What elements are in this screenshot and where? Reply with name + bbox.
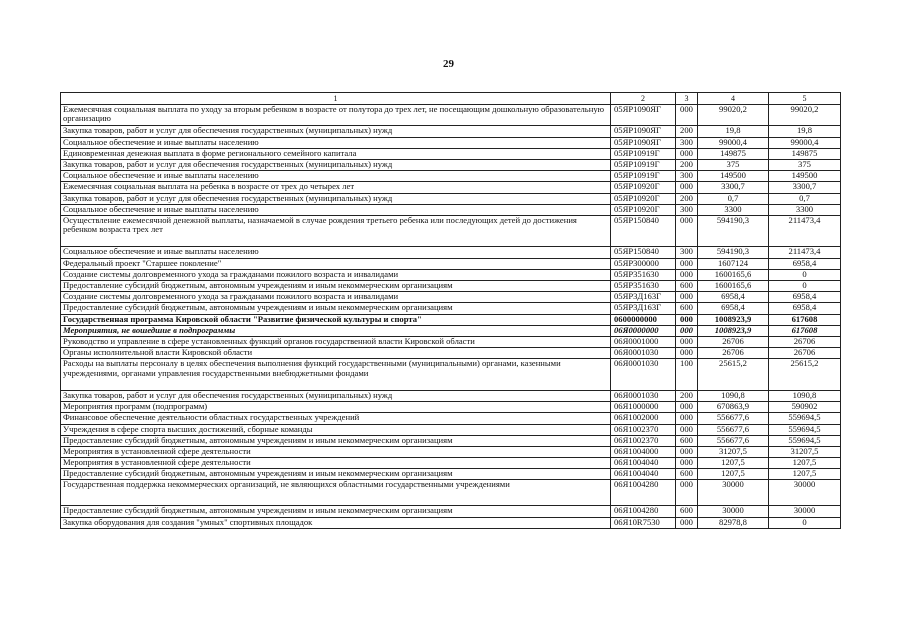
row-expense-type-cell: 000 [676, 336, 698, 347]
row-expense-type-cell: 300 [676, 171, 698, 182]
row-name-cell: Предоставление субсидий бюджетным, автономным учреждениям и иным некоммерческим организациям [61, 506, 611, 517]
table-row [61, 424, 841, 435]
row-amount-col4-cell: 1207,5 [698, 458, 769, 469]
row-name-cell: Мероприятия программ (подпрограмм) [61, 402, 611, 413]
row-name-cell: Ежемесячная социальная выплата на ребенка в возрасте от трех до четырех лет [61, 182, 611, 193]
row-code-cell: 05ЯР300000 [611, 258, 676, 269]
row-name-cell: Осуществление ежемесячной денежной выплаты, назначаемой в случае рождения третьего ребенка или последующих детей до достижения ребенком возраста трех лет [61, 215, 611, 247]
row-amount-col5-cell: 30000 [769, 480, 841, 506]
row-amount-col5-cell: 26706 [769, 348, 841, 359]
row-name-cell: Закупка товаров, работ и услуг для обеспечения государственных (муниципальных) нужд [61, 390, 611, 401]
row-expense-type-cell: 600 [676, 506, 698, 517]
table-row [61, 480, 841, 506]
row-amount-col4-cell: 82978,8 [698, 517, 769, 528]
row-amount-col5-cell: 617608 [769, 314, 841, 325]
row-code-cell: 06Я0001030 [611, 359, 676, 391]
row-amount-col4-cell: 594190,3 [698, 215, 769, 247]
row-code-cell: 05ЯР3Д163Г [611, 303, 676, 314]
table-row [61, 390, 841, 401]
row-expense-type-cell: 000 [676, 148, 698, 159]
row-name-cell: Социальное обеспечение и иные выплаты населению [61, 247, 611, 258]
row-amount-col4-cell: 149500 [698, 171, 769, 182]
table-row [61, 193, 841, 204]
row-name-cell: Учреждения в сфере спорта высших достижений, сборные команды [61, 424, 611, 435]
row-amount-col4-cell: 1090,8 [698, 390, 769, 401]
table-row [61, 182, 841, 193]
row-expense-type-cell: 000 [676, 348, 698, 359]
row-amount-col5-cell: 6958,4 [769, 292, 841, 303]
header-col-4: 4 [698, 93, 769, 105]
row-amount-col4-cell: 670863,9 [698, 402, 769, 413]
row-name-cell: Единовременная денежная выплата в форме регионального семейного капитала [61, 148, 611, 159]
row-amount-col4-cell: 30000 [698, 480, 769, 506]
row-expense-type-cell: 600 [676, 469, 698, 480]
row-amount-col5-cell: 1207,5 [769, 469, 841, 480]
row-amount-col4-cell: 6958,4 [698, 303, 769, 314]
table-row [61, 148, 841, 159]
row-amount-col5-cell: 0 [769, 269, 841, 280]
table-row [61, 159, 841, 170]
row-code-cell: 06Я1004040 [611, 469, 676, 480]
table-row [61, 413, 841, 424]
row-expense-type-cell: 000 [676, 292, 698, 303]
row-expense-type-cell: 200 [676, 390, 698, 401]
row-amount-col5-cell: 3300 [769, 204, 841, 215]
row-amount-col4-cell: 1008923,9 [698, 314, 769, 325]
row-name-cell: Закупка товаров, работ и услуг для обеспечения государственных (муниципальных) нужд [61, 126, 611, 137]
row-name-cell: Закупка товаров, работ и услуг для обеспечения государственных (муниципальных) нужд [61, 159, 611, 170]
header-col-1: 1 [61, 93, 611, 105]
row-code-cell: 05ЯР1090ЯГ [611, 105, 676, 126]
row-name-cell: Мероприятия в установленной сфере деятельности [61, 446, 611, 457]
row-expense-type-cell: 000 [676, 458, 698, 469]
row-amount-col5-cell: 0 [769, 281, 841, 292]
row-expense-type-cell: 000 [676, 182, 698, 193]
row-amount-col4-cell: 19,8 [698, 126, 769, 137]
row-code-cell: 05ЯР10920Г [611, 182, 676, 193]
row-amount-col4-cell: 1207,5 [698, 469, 769, 480]
row-name-cell: Закупка товаров, работ и услуг для обеспечения государственных (муниципальных) нужд [61, 193, 611, 204]
row-amount-col5-cell: 99000,4 [769, 137, 841, 148]
row-code-cell: 05ЯР10919Г [611, 171, 676, 182]
row-name-cell: Предоставление субсидий бюджетным, автономным учреждениям и иным некоммерческим организациям [61, 469, 611, 480]
row-name-cell: Мероприятия в установленной сфере деятельности [61, 458, 611, 469]
row-code-cell: 06Я1002370 [611, 435, 676, 446]
row-code-cell: 05ЯР10920Г [611, 193, 676, 204]
row-code-cell: 05ЯР10919Г [611, 148, 676, 159]
table-row [61, 269, 841, 280]
row-code-cell: 05ЯР10920Г [611, 204, 676, 215]
table-row [61, 314, 841, 325]
row-amount-col4-cell: 556677,6 [698, 435, 769, 446]
header-col-5: 5 [769, 93, 841, 105]
row-amount-col4-cell: 99020,2 [698, 105, 769, 126]
row-code-cell: 06Я0001000 [611, 336, 676, 347]
row-name-cell: Руководство и управление в сфере установленных функций органов государственной власти Кировской области [61, 336, 611, 347]
row-amount-col4-cell: 149875 [698, 148, 769, 159]
row-amount-col4-cell: 25615,2 [698, 359, 769, 391]
row-expense-type-cell: 000 [676, 269, 698, 280]
row-expense-type-cell: 200 [676, 193, 698, 204]
row-name-cell: Мероприятия, не вошедшие в подпрограммы [61, 325, 611, 336]
row-amount-col5-cell: 6958,4 [769, 303, 841, 314]
table-row [61, 402, 841, 413]
row-amount-col5-cell: 375 [769, 159, 841, 170]
row-name-cell: Предоставление субсидий бюджетным, автономным учреждениям и иным некоммерческим организациям [61, 281, 611, 292]
row-expense-type-cell: 000 [676, 314, 698, 325]
row-code-cell: 05ЯР1090ЯГ [611, 126, 676, 137]
row-expense-type-cell: 300 [676, 137, 698, 148]
row-name-cell: Предоставление субсидий бюджетным, автономным учреждениям и иным некоммерческим организациям [61, 303, 611, 314]
row-amount-col5-cell: 0 [769, 517, 841, 528]
table-header-row [61, 93, 841, 105]
table-row [61, 105, 841, 126]
row-amount-col5-cell: 3300,7 [769, 182, 841, 193]
row-amount-col4-cell: 1600165,6 [698, 269, 769, 280]
row-amount-col4-cell: 26706 [698, 348, 769, 359]
row-expense-type-cell: 000 [676, 325, 698, 336]
row-expense-type-cell: 600 [676, 435, 698, 446]
header-col-2: 2 [611, 93, 676, 105]
table-row [61, 215, 841, 247]
row-expense-type-cell: 000 [676, 424, 698, 435]
row-name-cell: Расходы на выплаты персоналу в целях обеспечения выполнения функций государственными (муниципальными) органами, казенными учреждениями, органами управления государственными внебюджетными фондами [61, 359, 611, 391]
row-expense-type-cell: 300 [676, 247, 698, 258]
row-amount-col5-cell: 559694,5 [769, 424, 841, 435]
row-amount-col4-cell: 6958,4 [698, 292, 769, 303]
table-row [61, 517, 841, 528]
row-code-cell: 06Я1002370 [611, 424, 676, 435]
row-name-cell: Создание системы долговременного ухода за гражданами пожилого возраста и инвалидами [61, 269, 611, 280]
row-expense-type-cell: 300 [676, 204, 698, 215]
row-code-cell: 05ЯР1090ЯГ [611, 137, 676, 148]
row-code-cell: 06Я0000000 [611, 325, 676, 336]
table-row [61, 204, 841, 215]
row-amount-col5-cell: 30000 [769, 506, 841, 517]
table-row [61, 325, 841, 336]
header-col-3: 3 [676, 93, 698, 105]
row-amount-col4-cell: 1600165,6 [698, 281, 769, 292]
row-name-cell: Государственная программа Кировской области "Развитие физической культуры и спорта" [61, 314, 611, 325]
row-amount-col4-cell: 99000,4 [698, 137, 769, 148]
row-expense-type-cell: 200 [676, 159, 698, 170]
row-amount-col4-cell: 30000 [698, 506, 769, 517]
row-amount-col5-cell: 617608 [769, 325, 841, 336]
row-name-cell: Социальное обеспечение и иные выплаты населению [61, 171, 611, 182]
row-amount-col4-cell: 1008923,9 [698, 325, 769, 336]
row-code-cell: 06Я1004000 [611, 446, 676, 457]
row-expense-type-cell: 100 [676, 359, 698, 391]
row-amount-col5-cell: 211473,4 [769, 247, 841, 258]
row-name-cell: Государственная поддержка некоммерческих организаций, не являющихся областными государственными учреждениями [61, 480, 611, 506]
table-row [61, 281, 841, 292]
row-name-cell: Органы исполнительной власти Кировской области [61, 348, 611, 359]
row-expense-type-cell: 000 [676, 446, 698, 457]
row-name-cell: Социальное обеспечение и иные выплаты населению [61, 204, 611, 215]
table-row [61, 506, 841, 517]
row-amount-col4-cell: 0,7 [698, 193, 769, 204]
row-code-cell: 06Я1004280 [611, 506, 676, 517]
row-amount-col5-cell: 149500 [769, 171, 841, 182]
row-amount-col4-cell: 375 [698, 159, 769, 170]
table-row [61, 359, 841, 391]
row-code-cell: 06Я10R7530 [611, 517, 676, 528]
table-row [61, 336, 841, 347]
row-code-cell: 06Я1004040 [611, 458, 676, 469]
row-amount-col5-cell: 149875 [769, 148, 841, 159]
table-row [61, 348, 841, 359]
row-name-cell: Федеральный проект "Старшее поколение" [61, 258, 611, 269]
row-amount-col5-cell: 19,8 [769, 126, 841, 137]
row-expense-type-cell: 600 [676, 303, 698, 314]
table-row [61, 137, 841, 148]
row-amount-col4-cell: 556677,6 [698, 424, 769, 435]
row-code-cell: 06Я1000000 [611, 402, 676, 413]
row-name-cell: Ежемесячная социальная выплата по уходу за вторым ребенком в возрасте от полутора до трех лет, не посещающим дошкольную образовательную организацию [61, 105, 611, 126]
row-expense-type-cell: 000 [676, 517, 698, 528]
table-row [61, 258, 841, 269]
row-expense-type-cell: 000 [676, 480, 698, 506]
table-row [61, 292, 841, 303]
row-code-cell: 05ЯР3Д163Г [611, 292, 676, 303]
row-name-cell: Финансовое обеспечение деятельности областных государственных учреждений [61, 413, 611, 424]
row-code-cell: 05ЯР150840 [611, 215, 676, 247]
row-amount-col5-cell: 26706 [769, 336, 841, 347]
table-row [61, 446, 841, 457]
row-name-cell: Создание системы долговременного ухода за гражданами пожилого возраста и инвалидами [61, 292, 611, 303]
table-row [61, 303, 841, 314]
row-amount-col4-cell: 3300,7 [698, 182, 769, 193]
row-expense-type-cell: 600 [676, 281, 698, 292]
row-amount-col5-cell: 590902 [769, 402, 841, 413]
row-amount-col5-cell: 1090,8 [769, 390, 841, 401]
row-amount-col4-cell: 556677,6 [698, 413, 769, 424]
row-amount-col4-cell: 31207,5 [698, 446, 769, 457]
table-row [61, 458, 841, 469]
row-expense-type-cell: 000 [676, 258, 698, 269]
row-amount-col5-cell: 99020,2 [769, 105, 841, 126]
table-row [61, 435, 841, 446]
row-amount-col4-cell: 594190,3 [698, 247, 769, 258]
row-code-cell: 05ЯР351630 [611, 281, 676, 292]
row-expense-type-cell: 000 [676, 402, 698, 413]
row-amount-col5-cell: 0,7 [769, 193, 841, 204]
row-expense-type-cell: 000 [676, 413, 698, 424]
row-code-cell: 05ЯР10919Г [611, 159, 676, 170]
row-code-cell: 06Я0001030 [611, 390, 676, 401]
row-amount-col4-cell: 3300 [698, 204, 769, 215]
row-amount-col5-cell: 1207,5 [769, 458, 841, 469]
page-number: 29 [443, 58, 454, 70]
row-expense-type-cell: 200 [676, 126, 698, 137]
row-code-cell: 05ЯР150840 [611, 247, 676, 258]
row-amount-col4-cell: 26706 [698, 336, 769, 347]
row-name-cell: Предоставление субсидий бюджетным, автономным учреждениям и иным некоммерческим организациям [61, 435, 611, 446]
row-name-cell: Закупка оборудования для создания "умных" спортивных площадок [61, 517, 611, 528]
row-expense-type-cell: 000 [676, 215, 698, 247]
table-row [61, 126, 841, 137]
row-name-cell: Социальное обеспечение и иные выплаты населению [61, 137, 611, 148]
row-code-cell: 06Я1004280 [611, 480, 676, 506]
row-code-cell: 06Я1002000 [611, 413, 676, 424]
row-amount-col5-cell: 31207,5 [769, 446, 841, 457]
row-expense-type-cell: 000 [676, 105, 698, 126]
row-code-cell: 06Я0001030 [611, 348, 676, 359]
table-row [61, 171, 841, 182]
row-code-cell: 0600000000 [611, 314, 676, 325]
row-amount-col5-cell: 25615,2 [769, 359, 841, 391]
budget-table [60, 92, 841, 529]
row-code-cell: 05ЯР351630 [611, 269, 676, 280]
table-row [61, 247, 841, 258]
row-amount-col4-cell: 1607124 [698, 258, 769, 269]
row-amount-col5-cell: 559694,5 [769, 435, 841, 446]
row-amount-col5-cell: 211473,4 [769, 215, 841, 247]
row-amount-col5-cell: 559694,5 [769, 413, 841, 424]
row-amount-col5-cell: 6958,4 [769, 258, 841, 269]
table-row [61, 469, 841, 480]
